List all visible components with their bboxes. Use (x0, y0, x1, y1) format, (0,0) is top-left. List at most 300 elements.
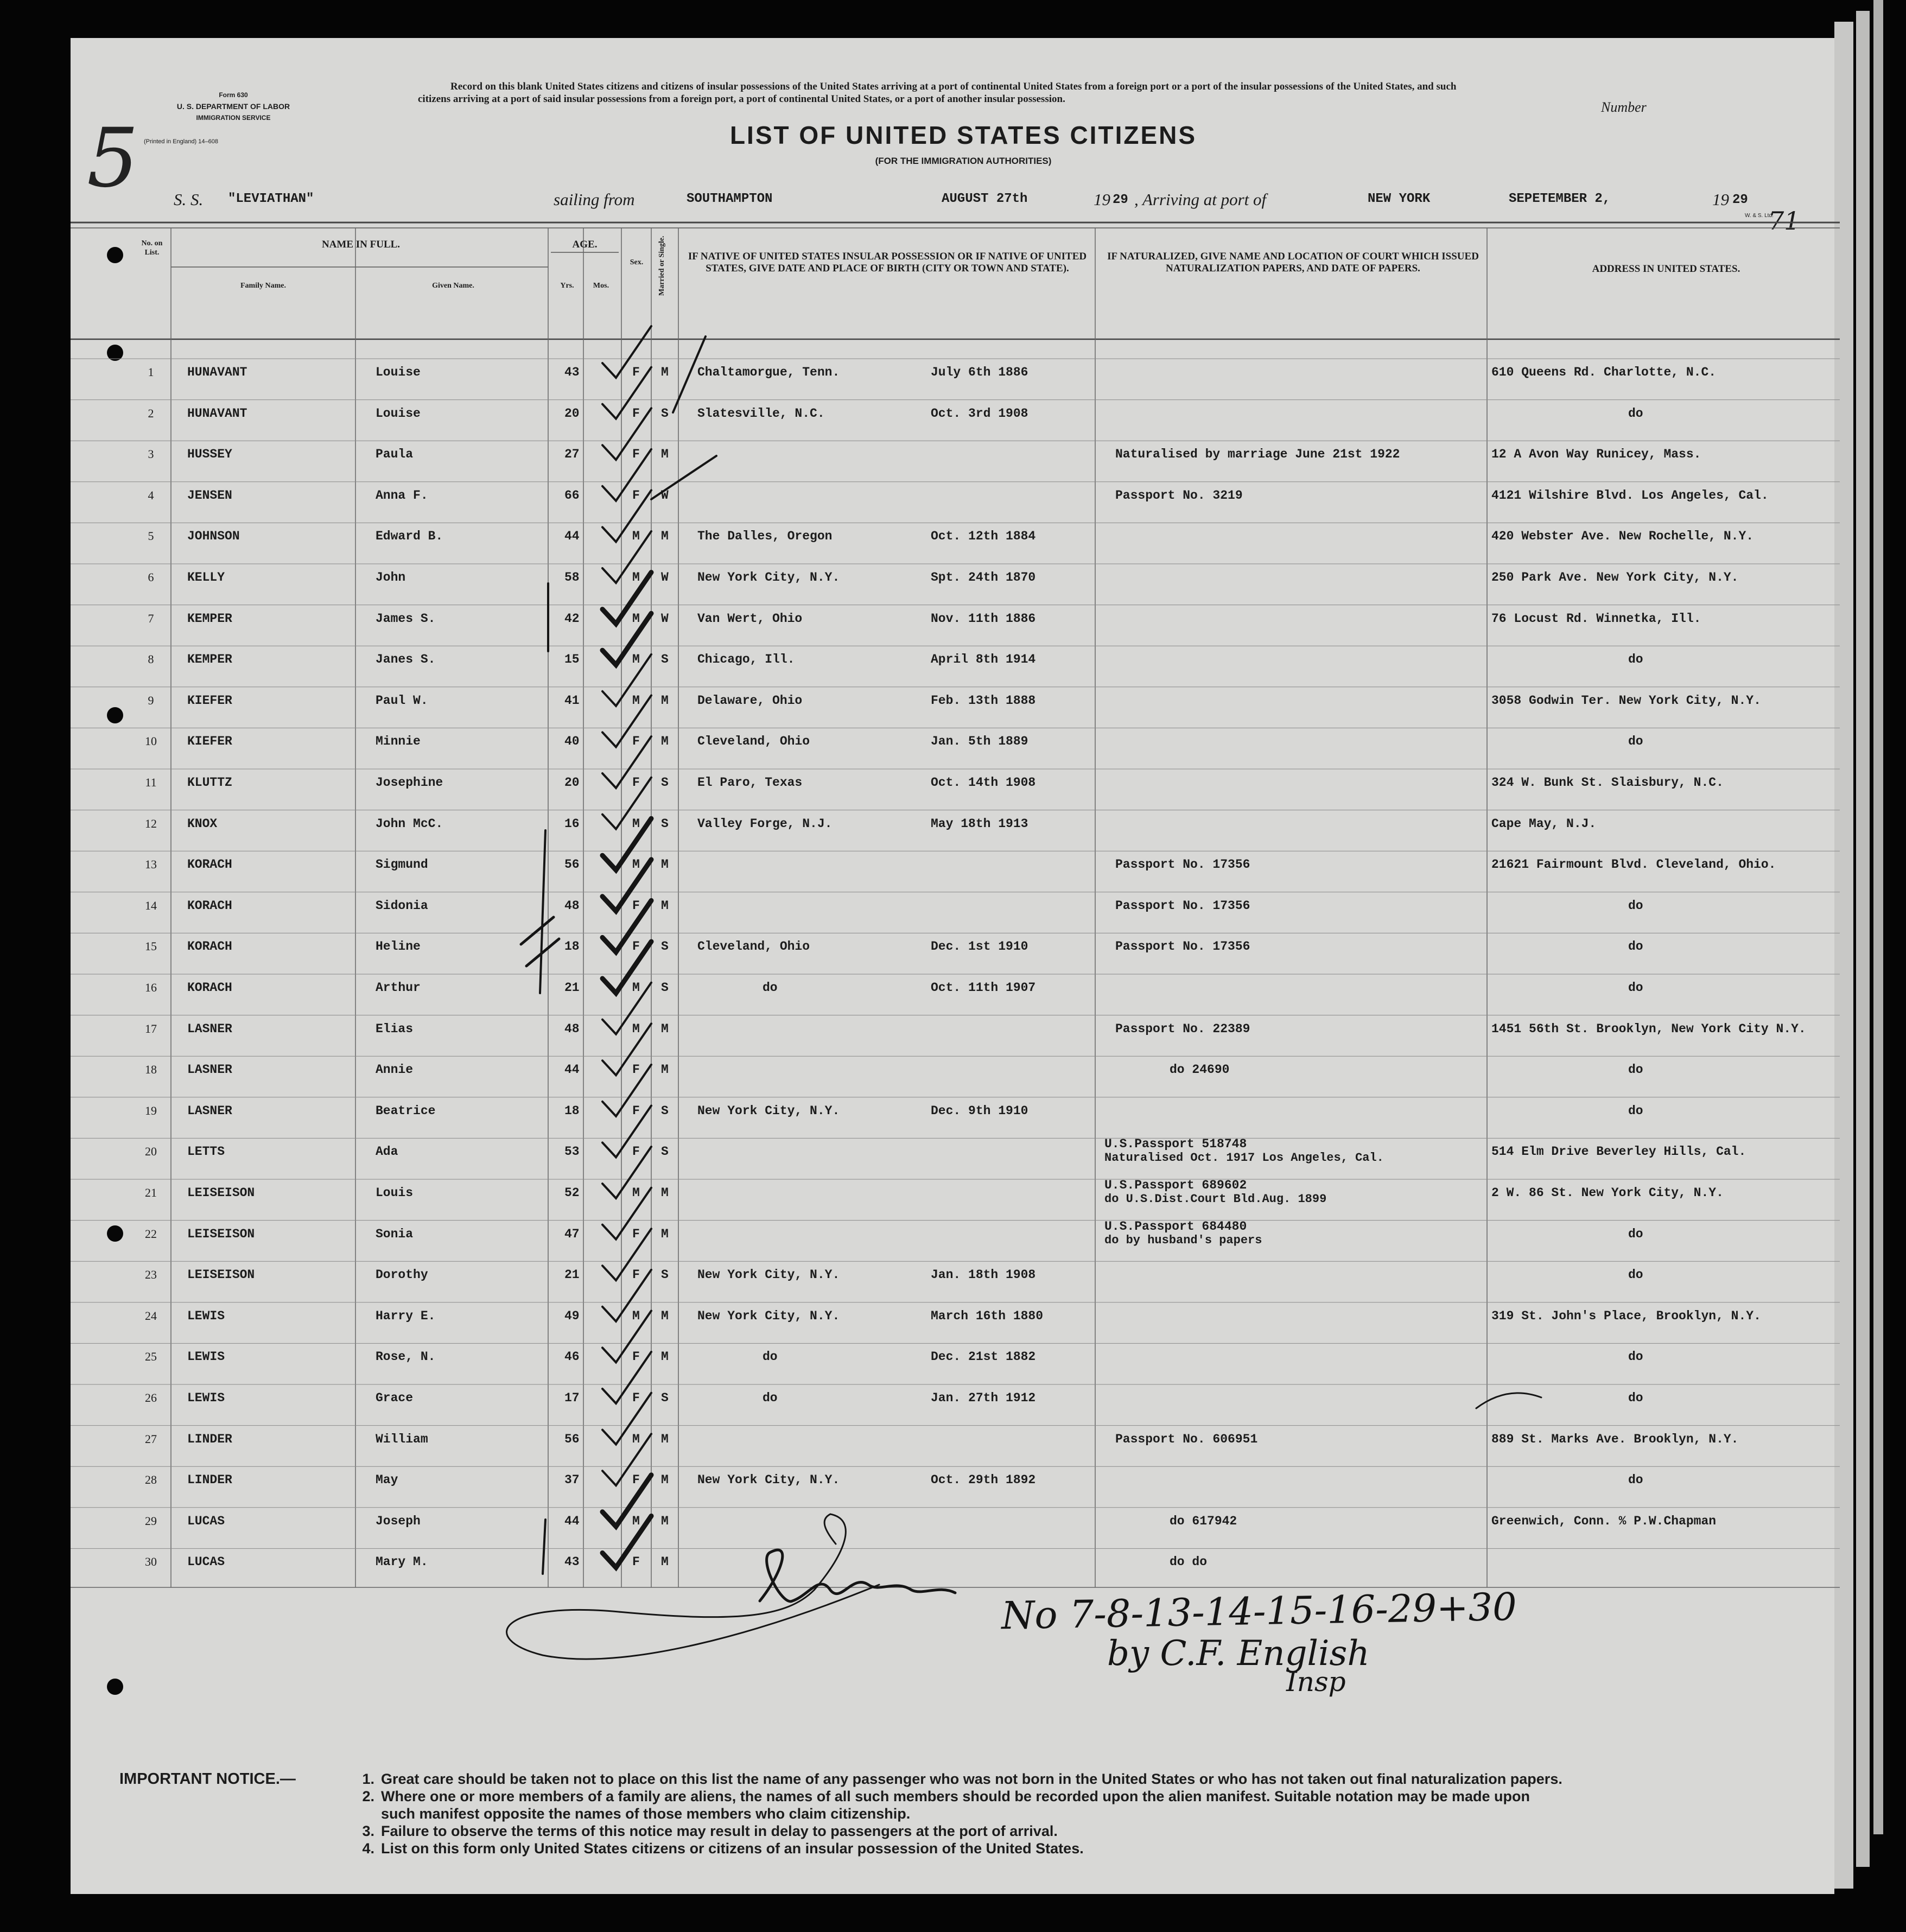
cell-ms: S (661, 1391, 669, 1405)
col-header-birth: IF NATIVE OF UNITED STATES INSULAR POSSESSION OR IF NATIVE OF UNITED STATES, GIVE DATE AND PLACE OF BIRTH (CITY OR TOWN AND STATE). (688, 251, 1087, 274)
cell-age: 16 (564, 816, 580, 831)
cell-nat: Passport No. 17356 (1115, 898, 1250, 913)
cell-given: Sigmund (376, 857, 428, 872)
checkmark-icon (602, 942, 651, 993)
cell-place: do (763, 1350, 778, 1364)
cell-addr: 250 Park Ave. New York City, N.Y. (1491, 570, 1739, 584)
cell-given: Heline (376, 939, 421, 954)
service-name: IMMIGRATION SERVICE (196, 114, 271, 122)
checkmark-icon (602, 695, 651, 747)
cell-addr: do (1628, 939, 1643, 954)
col-header-mos: Mos. (593, 282, 609, 290)
cell-ms: M (661, 1186, 669, 1200)
cell-given: Anna F. (376, 488, 428, 503)
cell-addr: do (1628, 1350, 1643, 1364)
cell-ms: W (661, 488, 669, 503)
cell-no: 7 (148, 611, 154, 625)
cell-place: do (763, 1391, 778, 1405)
col-header-family-name: Family Name. (240, 282, 286, 290)
cell-ms: M (661, 857, 669, 872)
col-header-address: ADDRESS IN UNITED STATES. (1592, 263, 1740, 275)
cell-nat: U.S.Passport 684480 (1104, 1219, 1247, 1234)
col-header-name-in-full: NAME IN FULL. (321, 239, 401, 250)
cell-date: Dec. 1st 1910 (931, 939, 1028, 954)
cell-family: KORACH (187, 939, 232, 954)
cell-family: LASNER (187, 1021, 232, 1036)
cell-no: 26 (145, 1391, 157, 1404)
port-to: NEW YORK (1368, 192, 1431, 206)
cell-addr: 2 W. 86 St. New York City, N.Y. (1491, 1186, 1724, 1200)
cell-sex: M (632, 529, 640, 544)
cell-age: 48 (564, 1021, 580, 1036)
cell-ms: M (661, 734, 669, 749)
cell-family: KIEFER (187, 693, 232, 708)
checkmark-icon (602, 1393, 651, 1445)
printer-mark: W. & S. Ltd. (1745, 213, 1774, 219)
col-header-age: AGE. (572, 239, 598, 250)
checkmark-icon (602, 490, 651, 542)
cell-age: 49 (564, 1308, 580, 1323)
sailing-label: sailing from (554, 190, 635, 209)
notice-item (350, 1805, 910, 1822)
cell-place: Chicago, Ill. (697, 652, 795, 667)
cell-given: Rose, N. (376, 1350, 436, 1364)
cell-addr: do (1628, 1473, 1643, 1488)
cell-ms: M (661, 365, 669, 379)
cell-family: KORACH (187, 857, 232, 872)
cell-addr: 12 A Avon Way Runicey, Mass. (1491, 447, 1701, 462)
checkmark-icon (602, 1105, 651, 1157)
cell-ms: W (661, 611, 669, 626)
checkmark-icon (602, 1516, 651, 1567)
cell-sex: F (632, 776, 640, 790)
cell-addr: do (1628, 1391, 1643, 1405)
cell-place: Chaltamorgue, Tenn. (697, 365, 840, 379)
cell-sex: F (632, 447, 640, 462)
cell-no: 14 (145, 898, 157, 912)
cell-ms: S (661, 1103, 669, 1118)
cell-given: Ada (376, 1145, 398, 1159)
cell-nat2: do by husband's papers (1104, 1233, 1262, 1247)
col-header-no: No. on List. (141, 239, 163, 257)
cell-nat: do do (1170, 1555, 1208, 1569)
cell-given: Janes S. (376, 652, 436, 667)
notice-item-number: 2. (362, 1788, 374, 1804)
col-header-sex: Sex. (630, 258, 644, 266)
signature-flourish (507, 1514, 879, 1659)
cell-addr: 610 Queens Rd. Charlotte, N.C. (1491, 365, 1717, 379)
cell-no: 10 (145, 734, 157, 748)
cell-age: 40 (564, 734, 580, 749)
cell-sex: F (632, 1555, 640, 1569)
handwritten-page-number: 5 (87, 111, 139, 206)
cell-nat: Passport No. 17356 (1115, 857, 1250, 872)
cell-sex: M (632, 816, 640, 831)
cell-addr: do (1628, 652, 1643, 667)
cell-given: Louise (376, 365, 421, 379)
cell-sex: F (632, 1226, 640, 1241)
cell-sex: F (632, 1268, 640, 1282)
col-header-given-name: Given Name. (432, 282, 474, 290)
vertical-tick-mark (543, 1520, 545, 1574)
cell-family: HUNAVANT (187, 365, 247, 379)
checkmark-icon (602, 736, 651, 788)
cell-family: KEMPER (187, 611, 232, 626)
cell-nat: Passport No. 22389 (1115, 1021, 1250, 1036)
cell-age: 20 (564, 776, 580, 790)
cell-ms: S (661, 816, 669, 831)
checkmark-icon (602, 1147, 651, 1198)
cell-no: 19 (145, 1103, 157, 1117)
checkmark-icon (602, 408, 651, 460)
cell-place: New York City, N.Y. (697, 1103, 840, 1118)
cell-date: Feb. 13th 1888 (931, 693, 1036, 708)
notice-item-text: Where one or more members of a family are aliens, the names of all such members should be recorded upon the alien manifest. Suitable notation may be made upon (381, 1788, 1530, 1804)
cell-no: 15 (145, 939, 157, 954)
cell-ms: S (661, 1268, 669, 1282)
cell-no: 6 (148, 570, 154, 584)
notice-item-text: Failure to observe the terms of this notice may result in delay to passengers at the port of arrival. (381, 1823, 1058, 1839)
cell-age: 58 (564, 570, 580, 584)
form-number: Form 630 (219, 91, 248, 99)
cell-addr: do (1628, 1063, 1643, 1077)
cell-no: 13 (145, 857, 157, 872)
year-prefix: 19 (1712, 190, 1729, 209)
cell-ms: S (661, 939, 669, 954)
cell-nat2: do U.S.Dist.Court Bld.Aug. 1899 (1104, 1192, 1327, 1206)
cell-sex: M (632, 857, 640, 872)
cell-given: James S. (376, 611, 436, 626)
cell-given: William (376, 1432, 428, 1446)
cell-age: 46 (564, 1350, 580, 1364)
arriving-label: , Arriving at port of (1134, 190, 1267, 209)
cell-sex: F (632, 898, 640, 913)
cell-addr: 1451 56th St. Brooklyn, New York City N.Y. (1491, 1021, 1806, 1036)
cell-family: LEISEISON (187, 1226, 255, 1241)
checkmark-icon (673, 336, 706, 412)
cell-age: 44 (564, 1514, 580, 1528)
checkmark-icon (602, 1475, 651, 1527)
cell-family: LUCAS (187, 1555, 225, 1569)
checkmark-icon (602, 326, 651, 378)
cell-sex: F (632, 1350, 640, 1364)
cell-no: 28 (145, 1473, 157, 1487)
cell-given: John McC. (376, 816, 443, 831)
cell-sex: M (632, 1308, 640, 1323)
cell-family: LEISEISON (187, 1268, 255, 1282)
checkmark-icon (602, 367, 651, 419)
cell-date: Oct. 3rd 1908 (931, 406, 1028, 421)
cell-ms: S (661, 1145, 669, 1159)
cell-no: 12 (145, 816, 157, 830)
cell-date: July 6th 1886 (931, 365, 1028, 379)
cell-age: 56 (564, 1432, 580, 1446)
checkmark-icon (602, 531, 651, 583)
cell-date: Oct. 29th 1892 (931, 1473, 1036, 1488)
cell-addr: do (1628, 1103, 1643, 1118)
cell-sex: F (632, 1145, 640, 1159)
cell-given: Mary M. (376, 1555, 428, 1569)
checkmark-icon (602, 449, 651, 501)
cell-addr: 420 Webster Ave. New Rochelle, N.Y. (1491, 529, 1754, 544)
date-from: AUGUST 27th (942, 192, 1028, 206)
cell-given: Paula (376, 447, 414, 462)
cell-age: 47 (564, 1226, 580, 1241)
notice-item-number: 3. (362, 1823, 374, 1839)
cell-family: LEWIS (187, 1350, 225, 1364)
checkmark-icon (651, 456, 716, 499)
cell-nat: U.S.Passport 689602 (1104, 1178, 1247, 1192)
checkmark-icon (602, 1226, 651, 1280)
checkmark-icon (602, 983, 651, 1034)
cell-given: Annie (376, 1063, 414, 1077)
handwritten-note-rows: No 7-8-13-14-15-16-29+30 (1001, 1584, 1517, 1638)
cell-ms: S (661, 981, 669, 995)
year-prefix: 19 (1094, 190, 1110, 209)
cell-ms: M (661, 898, 669, 913)
cell-no: 5 (148, 529, 154, 543)
checkmark-icon (602, 573, 651, 624)
checkmark-icon (602, 1065, 651, 1116)
cell-place: do (763, 981, 778, 995)
page-title: LIST OF UNITED STATES CITIZENS (729, 121, 1197, 149)
cell-place: Cleveland, Ohio (697, 734, 810, 749)
stray-mark (1476, 1393, 1541, 1408)
cell-place: El Paro, Texas (697, 776, 803, 790)
cell-place: Delaware, Ohio (697, 693, 803, 708)
cell-sex: M (632, 693, 640, 708)
cell-place: The Dalles, Oregon (697, 529, 833, 544)
checkmark-icon (602, 654, 651, 706)
cell-addr: 514 Elm Drive Beverley Hills, Cal. (1491, 1145, 1746, 1159)
cell-place: Cleveland, Ohio (697, 939, 810, 954)
col-header-naturalized: IF NATURALIZED, GIVE NAME AND LOCATION OF COURT WHICH ISSUED NATURALIZATION PAPERS, AND DATE OF PAPERS. (1107, 251, 1479, 274)
cell-ms: S (661, 652, 669, 667)
cell-ms: S (661, 776, 669, 790)
cell-sex: M (632, 1432, 640, 1446)
cell-date: Oct. 11th 1907 (931, 981, 1036, 995)
cell-ms: M (661, 1308, 669, 1323)
cell-family: KORACH (187, 898, 232, 913)
cell-given: Josephine (376, 776, 443, 790)
cell-ms: M (661, 447, 669, 462)
checkmark-icon (602, 1270, 651, 1321)
cell-ms: M (661, 1514, 669, 1528)
cell-date: March 16th 1880 (931, 1308, 1044, 1323)
cell-given: Sidonia (376, 898, 428, 913)
cell-place: New York City, N.Y. (697, 1308, 840, 1323)
cell-family: LINDER (187, 1432, 232, 1446)
department-name: U. S. DEPARTMENT OF LABOR (176, 102, 290, 111)
cell-sex: F (632, 488, 640, 503)
cell-addr: do (1628, 406, 1643, 421)
cell-date: May 18th 1913 (931, 816, 1028, 831)
cell-given: Elias (376, 1021, 414, 1036)
notice-item-text: Great care should be taken not to place on this list the name of any passenger who was not born in the United States or who has not taken out final naturalization papers. (381, 1771, 1562, 1787)
cell-no: 21 (145, 1186, 157, 1199)
cell-age: 37 (564, 1473, 580, 1488)
cell-date: Oct. 14th 1908 (931, 776, 1036, 790)
cell-ms: M (661, 529, 669, 544)
cell-sex: F (632, 1063, 640, 1077)
checkmark-icon (602, 900, 651, 952)
cell-no: 16 (145, 981, 157, 994)
cell-addr: do (1628, 1268, 1643, 1282)
cell-no: 25 (145, 1350, 157, 1364)
cell-age: 17 (564, 1391, 580, 1405)
notice-item-number: 4. (362, 1840, 374, 1857)
cell-sex: F (632, 939, 640, 954)
cell-age: 21 (564, 981, 580, 995)
cell-sex: F (632, 406, 640, 421)
cell-no: 29 (145, 1514, 157, 1528)
cell-age: 20 (564, 406, 580, 421)
cell-given: Louise (376, 406, 421, 421)
notice-item (350, 1770, 1562, 1788)
checkmark-icon (602, 1434, 651, 1488)
ship-name: "LEVIATHAN" (228, 192, 314, 206)
notice-item-text: such manifest opposite the names of those members who claim citizenship. (381, 1806, 911, 1822)
cell-no: 3 (148, 447, 154, 461)
cross-mark (521, 917, 559, 966)
cell-no: 8 (148, 652, 154, 666)
col-header-yrs: Yrs. (560, 282, 574, 290)
cell-addr: Cape May, N.J. (1491, 816, 1597, 831)
printed-in-note: (Printed in England) 14–608 (144, 138, 218, 145)
cell-age: 41 (564, 693, 580, 708)
cell-age: 42 (564, 611, 580, 626)
cell-ms: M (661, 1063, 669, 1077)
notice-item-text: List on this form only United States citizens or citizens of an insular possession of the United States. (381, 1840, 1084, 1857)
cell-family: HUNAVANT (187, 406, 247, 421)
vertical-tick-mark (540, 830, 545, 993)
cell-sex: F (632, 1473, 640, 1488)
handwritten-note-title: Insp (1286, 1666, 1346, 1698)
cell-sex: M (632, 1514, 640, 1528)
cell-family: LASNER (187, 1103, 232, 1118)
date-to: SEPETEMBER 2, (1509, 192, 1611, 206)
cell-given: Dorothy (376, 1268, 428, 1282)
cell-given: Sonia (376, 1226, 414, 1241)
notice-item (350, 1788, 1530, 1805)
cell-age: 44 (564, 529, 580, 544)
cell-ms: M (661, 1021, 669, 1036)
cell-family: LETTS (187, 1145, 225, 1159)
cell-family: LEWIS (187, 1391, 225, 1405)
cell-ms: W (661, 570, 669, 584)
cell-addr: 21621 Fairmount Blvd. Cleveland, Ohio. (1491, 857, 1776, 872)
cell-age: 43 (564, 365, 580, 379)
cell-place: New York City, N.Y. (697, 1268, 840, 1282)
cell-sex: M (632, 652, 640, 667)
cell-family: KLUTTZ (187, 776, 232, 790)
cell-given: May (376, 1473, 398, 1488)
cell-given: John (376, 570, 406, 584)
cell-age: 43 (564, 1555, 580, 1569)
cell-ms: M (661, 693, 669, 708)
form-instructions: Record on this blank United States citizens and citizens of insular possessions of the United States arriving at a port of continental United States from a foreign port or a port of the insular possessions of the United States, and such citizens arriving at a port of said insular possessions from a foreign port, a port of continental United States, or a port of another insular possession. (418, 81, 1457, 105)
cell-sex: F (632, 1103, 640, 1118)
cell-addr: do (1628, 981, 1643, 995)
col-header-married-or-single: Married or Single. (658, 236, 666, 296)
cell-date: April 8th 1914 (931, 652, 1036, 667)
cell-given: Minnie (376, 734, 421, 749)
checkmark-icon (602, 1308, 651, 1362)
cell-given: Joseph (376, 1514, 421, 1528)
cell-no: 24 (145, 1308, 157, 1323)
cell-no: 2 (148, 406, 154, 420)
cell-family: KIEFER (187, 734, 232, 749)
cell-place: Slatesville, N.C. (697, 406, 825, 421)
cell-nat: do 24690 (1170, 1063, 1230, 1077)
cell-nat: U.S.Passport 518748 (1104, 1137, 1247, 1152)
cell-age: 44 (564, 1063, 580, 1077)
checkmark-icon (602, 818, 651, 870)
cell-nat: Passport No. 3219 (1115, 488, 1243, 503)
cell-date: Spt. 24th 1870 (931, 570, 1036, 584)
checkmark-icon (602, 1352, 651, 1403)
notice-item (350, 1822, 1058, 1840)
cell-age: 27 (564, 447, 580, 462)
cell-no: 1 (148, 365, 154, 379)
cell-age: 56 (564, 857, 580, 872)
cell-sex: M (632, 981, 640, 995)
cell-age: 21 (564, 1268, 580, 1282)
cell-nat2: Naturalised Oct. 1917 Los Angeles, Cal. (1104, 1151, 1384, 1165)
cell-family: JENSEN (187, 488, 232, 503)
cell-sex: M (632, 1021, 640, 1036)
cell-addr: do (1628, 898, 1643, 913)
cell-family: KNOX (187, 816, 218, 831)
cell-given: Grace (376, 1391, 414, 1405)
notice-item (350, 1840, 1084, 1857)
cell-addr: 3058 Godwin Ter. New York City, N.Y. (1491, 693, 1761, 708)
cell-nat: Passport No. 606951 (1115, 1432, 1258, 1446)
port-from: SOUTHAMPTON (687, 192, 773, 206)
cell-date: Jan. 27th 1912 (931, 1391, 1036, 1405)
ss-label: S. S. (174, 190, 204, 209)
notice-heading: IMPORTANT NOTICE.— (119, 1770, 296, 1788)
cell-no: 4 (148, 488, 154, 502)
cell-sex: F (632, 1391, 640, 1405)
cell-date: Dec. 9th 1910 (931, 1103, 1028, 1118)
cell-given: Paul W. (376, 693, 428, 708)
cell-place: Valley Forge, N.J. (697, 816, 833, 831)
cell-no: 27 (145, 1432, 157, 1446)
cell-given: Edward B. (376, 529, 443, 544)
cell-ms: S (661, 406, 669, 421)
cell-place: Van Wert, Ohio (697, 611, 803, 626)
cell-ms: M (661, 1555, 669, 1569)
cell-age: 48 (564, 898, 580, 913)
cell-age: 53 (564, 1145, 580, 1159)
cell-family: JOHNSON (187, 529, 240, 544)
year-to: 29 (1732, 193, 1748, 207)
cell-addr: 324 W. Bunk St. Slaisbury, N.C. (1491, 776, 1724, 790)
checkmark-icon (602, 1021, 651, 1075)
cell-family: KEMPER (187, 652, 232, 667)
page-subtitle: (FOR THE IMMIGRATION AUTHORITIES) (875, 156, 1052, 166)
checkmark-icon (602, 860, 651, 911)
cell-family: LINDER (187, 1473, 232, 1488)
cell-no: 11 (145, 776, 157, 789)
cell-no: 18 (145, 1063, 157, 1077)
cell-addr: do (1628, 734, 1643, 749)
cell-ms: M (661, 1473, 669, 1488)
cell-no: 22 (145, 1226, 157, 1241)
number-label: Number (1601, 99, 1647, 115)
cell-no: 30 (145, 1555, 157, 1569)
